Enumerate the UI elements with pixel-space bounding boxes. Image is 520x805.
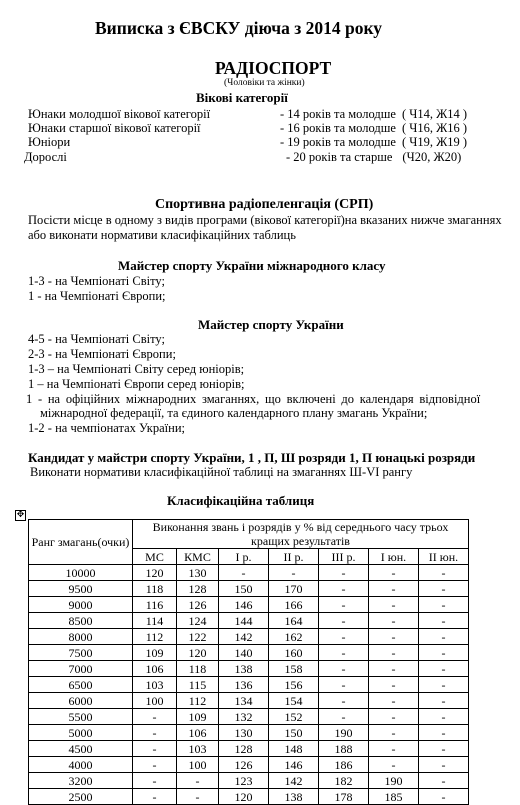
table-cell: - (419, 629, 469, 645)
table-row (29, 661, 469, 677)
table-title: Класифікаційна таблиця (167, 493, 315, 508)
table-cell: 136 (219, 677, 269, 693)
table-cell: 103 (177, 741, 219, 757)
table-cell: 150 (219, 581, 269, 597)
table-cell: 142 (219, 629, 269, 645)
table-cell: - (369, 661, 419, 677)
table-cell: 132 (219, 709, 269, 725)
table-cell: - (319, 581, 369, 597)
table-cell: - (177, 789, 219, 805)
table-cell: 100 (133, 693, 177, 709)
table-row (29, 757, 469, 773)
table-cell: - (319, 565, 369, 581)
table-cell: - (133, 757, 177, 773)
table-row (29, 581, 469, 597)
table-row (29, 741, 469, 757)
table-cell: - (319, 661, 369, 677)
table-cell: 142 (269, 773, 319, 789)
table-cell: 146 (269, 757, 319, 773)
table-cell: 128 (219, 741, 269, 757)
table-cell: - (419, 661, 469, 677)
age-category-range: - 19 років та молодше (280, 135, 396, 149)
age-category-code: (Ч20, Ж20) (402, 150, 462, 164)
table-row (29, 629, 469, 645)
table-cell: - (133, 725, 177, 741)
rank-header: Ранг змагань(очки) (29, 520, 133, 565)
table-cell: 188 (319, 741, 369, 757)
table-cell: 152 (269, 709, 319, 725)
table-cell: 112 (133, 629, 177, 645)
table-cell: 130 (219, 725, 269, 741)
msmk-item: 1 - на Чемпіонаті Європи; (28, 289, 166, 303)
table-cell: 116 (133, 597, 177, 613)
ms-item: 1 – на Чемпіонаті Європи серед юніорів; (28, 377, 245, 391)
table-cell: - (319, 629, 369, 645)
table-cell: 158 (269, 661, 319, 677)
table-cell: 164 (269, 613, 319, 629)
table-cell: - (419, 741, 469, 757)
table-cell: - (419, 613, 469, 629)
rank-cell: 3200 (29, 773, 133, 789)
table-cell: - (369, 677, 419, 693)
table-cell: 118 (177, 661, 219, 677)
rank-cell: 4500 (29, 741, 133, 757)
age-category-name: Юнаки старшої вікової категорії (28, 121, 201, 135)
table-cell: - (419, 773, 469, 789)
ms-item: 4-5 - на Чемпіонаті Світу; (28, 332, 165, 346)
group-header: Виконання звань і розрядів у % від середнього часу трьох кращих результатів (133, 520, 469, 549)
table-body (29, 565, 469, 805)
table-cell: 100 (177, 757, 219, 773)
table-cell: - (419, 693, 469, 709)
age-category-range: - 14 років та молодше (280, 107, 396, 121)
age-category-range: - 20 років та старше (286, 150, 393, 164)
table-cell: - (133, 773, 177, 789)
table-cell: 106 (133, 661, 177, 677)
table-cell: - (369, 709, 419, 725)
table-cell: - (369, 581, 419, 597)
rank-cell: 6000 (29, 693, 133, 709)
table-cell: - (319, 645, 369, 661)
rank-cell: 4000 (29, 757, 133, 773)
classification-table (28, 519, 469, 805)
table-cell: - (419, 645, 469, 661)
table-cell: - (419, 709, 469, 725)
kms-text: Виконати нормативи класифікаційної таблиці на змаганнях Ш-VI рангу (30, 465, 413, 479)
table-move-handle-icon[interactable]: ✥ (16, 510, 25, 520)
kms-heading: Кандидат у майстри спорту України, 1 , П, Ш розряди 1, П юнацькі розряди (28, 450, 476, 465)
age-category-range: - 16 років та молодше (280, 121, 396, 135)
table-cell: 122 (177, 629, 219, 645)
table-cell: - (369, 757, 419, 773)
table-cell: - (177, 773, 219, 789)
ms-item: міжнародної федерації, та єдиного календарного плану змагань України; (40, 406, 428, 420)
rank-cell: 5000 (29, 725, 133, 741)
table-cell: - (369, 693, 419, 709)
ms-item: 1-2 - на чемпіонатах України; (28, 421, 185, 435)
table-cell: - (319, 709, 369, 725)
document-heading: Виписка з ЄВСКУ діюча з 2014 року (95, 18, 383, 38)
table-cell: 140 (219, 645, 269, 661)
srp-title: Спортивна радіопеленгація (СРП) (155, 197, 374, 212)
table-cell: 114 (133, 613, 177, 629)
table-cell: 109 (133, 645, 177, 661)
column-header: І юн. (369, 549, 419, 565)
table-cell: - (369, 597, 419, 613)
table-cell: - (133, 709, 177, 725)
table-cell: - (419, 565, 469, 581)
table-cell: 128 (177, 581, 219, 597)
ms-heading: Майстер спорту України (198, 317, 344, 332)
column-header: МС (133, 549, 177, 565)
table-cell: 185 (369, 789, 419, 805)
table-cell: - (419, 725, 469, 741)
table-cell: 170 (269, 581, 319, 597)
table-cell: 134 (219, 693, 269, 709)
table-cell: 160 (269, 645, 319, 661)
column-header: КМС (177, 549, 219, 565)
msmk-item: 1-3 - на Чемпіонаті Світу; (28, 274, 165, 288)
table-row (29, 693, 469, 709)
table-row (29, 613, 469, 629)
rank-cell: 10000 (29, 565, 133, 581)
table-cell: - (319, 677, 369, 693)
table-cell: 150 (269, 725, 319, 741)
table-cell: - (319, 613, 369, 629)
table-cell: 124 (177, 613, 219, 629)
table-cell: 148 (269, 741, 319, 757)
table-cell: 182 (319, 773, 369, 789)
table-cell: - (419, 597, 469, 613)
age-category-code: ( Ч19, Ж19 ) (401, 135, 468, 149)
table-cell: 126 (219, 757, 269, 773)
table-cell: - (269, 565, 319, 581)
table-cell: - (369, 629, 419, 645)
rank-cell: 8500 (29, 613, 133, 629)
age-category-name: Дорослі (24, 150, 67, 164)
table-cell: 126 (177, 597, 219, 613)
table-cell: 190 (319, 725, 369, 741)
table-cell: 120 (219, 789, 269, 805)
table-cell: 190 (369, 773, 419, 789)
table-cell: 178 (319, 789, 369, 805)
table-cell: 112 (177, 693, 219, 709)
table-cell: - (369, 565, 419, 581)
age-category-code: ( Ч14, Ж14 ) (401, 107, 468, 121)
table-cell: 144 (219, 613, 269, 629)
rank-cell: 7500 (29, 645, 133, 661)
rank-cell: 7000 (29, 661, 133, 677)
table-cell: 166 (269, 597, 319, 613)
rank-cell: 9500 (29, 581, 133, 597)
column-header: ІІ р. (269, 549, 319, 565)
srp-intro-line: Посісти місце в одному з видів програми (вікової категорії)на вказаних нижче змаганнях (28, 213, 502, 227)
table-cell: 138 (269, 789, 319, 805)
table-cell: 123 (219, 773, 269, 789)
table-cell: - (369, 725, 419, 741)
column-header: ІІІ р. (319, 549, 369, 565)
table-cell: 146 (219, 597, 269, 613)
table-row (29, 677, 469, 693)
section-title: РАДІОСПОРТ (215, 58, 332, 78)
ms-item: 1 - на офіційних міжнародних змаганнях, що включені до календаря відповідної (26, 392, 481, 406)
table-cell: - (369, 645, 419, 661)
age-category-row (24, 150, 461, 165)
rank-cell: 9000 (29, 597, 133, 613)
table-cell: - (369, 741, 419, 757)
table-row (29, 565, 469, 581)
table-row (29, 597, 469, 613)
rank-cell: 2500 (29, 789, 133, 805)
table-cell: 162 (269, 629, 319, 645)
table-cell: 186 (319, 757, 369, 773)
table-cell: 106 (177, 725, 219, 741)
section-subtitle: (Чоловіки та жінки) (224, 78, 305, 88)
rank-cell: 5500 (29, 709, 133, 725)
table-row (29, 773, 469, 789)
table-cell: 109 (177, 709, 219, 725)
table-cell: - (419, 757, 469, 773)
column-header: ІІ юн. (419, 549, 469, 565)
table-cell: - (419, 677, 469, 693)
ms-item: 2-3 - на Чемпіонаті Європи; (28, 347, 176, 361)
table-row (29, 725, 469, 741)
table-row (29, 645, 469, 661)
table-cell: 120 (133, 565, 177, 581)
table-cell: 154 (269, 693, 319, 709)
age-category-row (28, 121, 467, 136)
table-cell: 138 (219, 661, 269, 677)
column-header: І р. (219, 549, 269, 565)
age-category-row (28, 135, 467, 150)
table-cell: 130 (177, 565, 219, 581)
table-cell: - (133, 741, 177, 757)
table-cell: 103 (133, 677, 177, 693)
table-cell: - (419, 581, 469, 597)
table-cell: - (319, 693, 369, 709)
age-category-code: ( Ч16, Ж16 ) (401, 121, 468, 135)
table-cell: - (419, 789, 469, 805)
table-cell: - (319, 597, 369, 613)
table-row (29, 709, 469, 725)
table-cell: 115 (177, 677, 219, 693)
age-categories-heading: Вікові категорії (196, 90, 288, 105)
table-cell: - (369, 613, 419, 629)
rank-cell: 8000 (29, 629, 133, 645)
table-cell: 118 (133, 581, 177, 597)
msmk-heading: Майстер спорту України міжнародного класу (118, 258, 386, 273)
table-cell: 120 (177, 645, 219, 661)
table-cell: - (133, 789, 177, 805)
srp-intro-line: або виконати нормативи класифікаційних таблиць (28, 228, 296, 242)
age-category-row (28, 107, 467, 122)
table-cell: - (219, 565, 269, 581)
ms-item: 1-3 – на Чемпіонаті Світу серед юніорів; (28, 362, 245, 376)
rank-cell: 6500 (29, 677, 133, 693)
age-category-name: Юніори (28, 135, 71, 149)
age-category-name: Юнаки молодшої вікової категорії (28, 107, 211, 121)
table-cell: 156 (269, 677, 319, 693)
